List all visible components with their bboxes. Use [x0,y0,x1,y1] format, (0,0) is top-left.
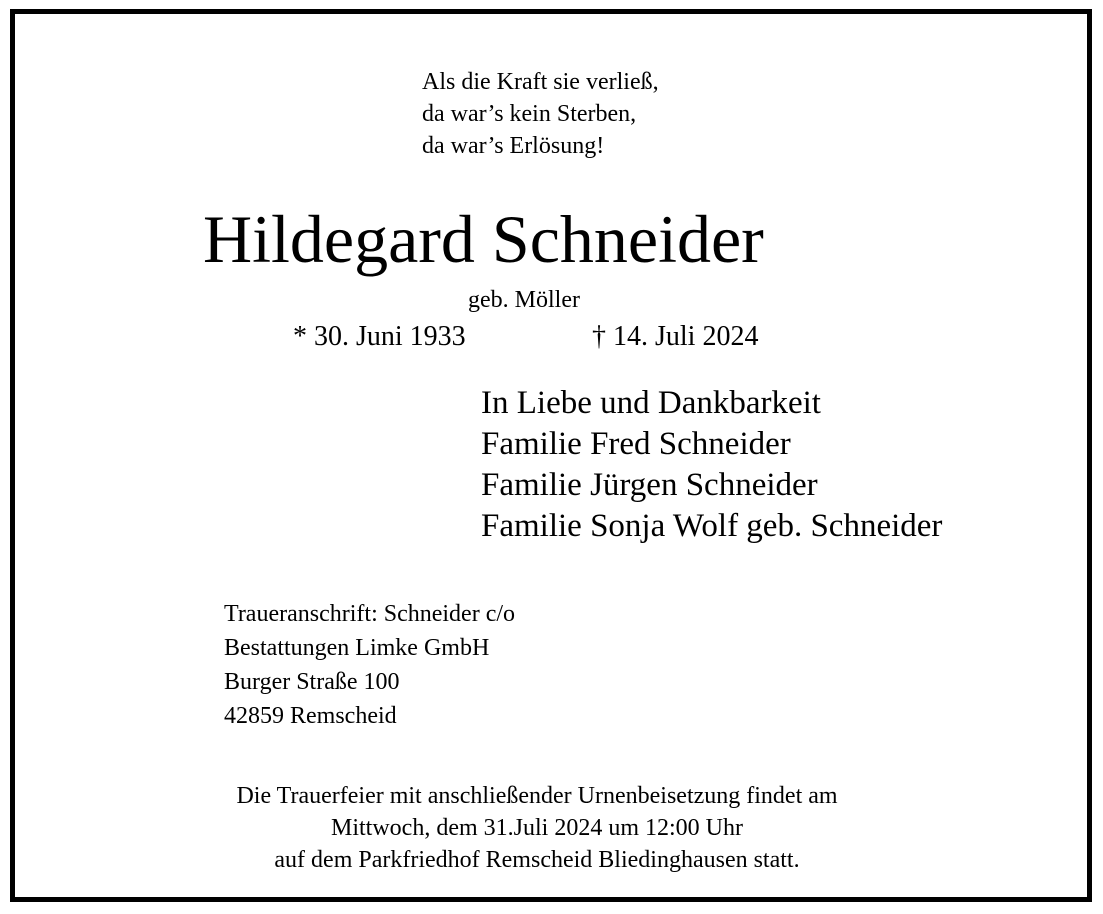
death-date: † 14. Juli 2024 [592,321,759,352]
verse-line-1: Als die Kraft sie verließ, [422,69,659,95]
memorial-verse [422,70,659,166]
verse-line-2: da war’s kein Sterben, [422,101,637,127]
mourning-address [224,602,515,738]
mourner-family-3: Familie Sonja Wolf geb. Schneider [481,508,943,544]
maiden-name: geb. Möller [468,287,580,313]
deceased-name: Hildegard Schneider [203,201,764,277]
funeral-line-1: Die Trauerfeier mit anschließender Urnenbeisetzung findet am [236,783,838,809]
birth-date: * 30. Juni 1933 [293,321,466,352]
funeral-notice [110,784,964,880]
funeral-line-2: Mittwoch, dem 31.Juli 2024 um 12:00 Uhr [331,815,743,841]
address-line-3: Burger Straße 100 [224,669,400,695]
address-line-2: Bestattungen Limke GmbH [224,635,490,661]
mourners-dedication: In Liebe und Dankbarkeit [481,385,821,421]
address-line-4: 42859 Remscheid [224,703,397,729]
mourners-block [481,387,942,551]
mourner-family-2: Familie Jürgen Schneider [481,467,818,503]
verse-line-3: da war’s Erlösung! [422,133,605,159]
funeral-line-3: auf dem Parkfriedhof Remscheid Bliedinghausen statt. [274,847,800,873]
address-line-1: Traueranschrift: Schneider c/o [224,601,516,627]
mourner-family-1: Familie Fred Schneider [481,426,791,462]
